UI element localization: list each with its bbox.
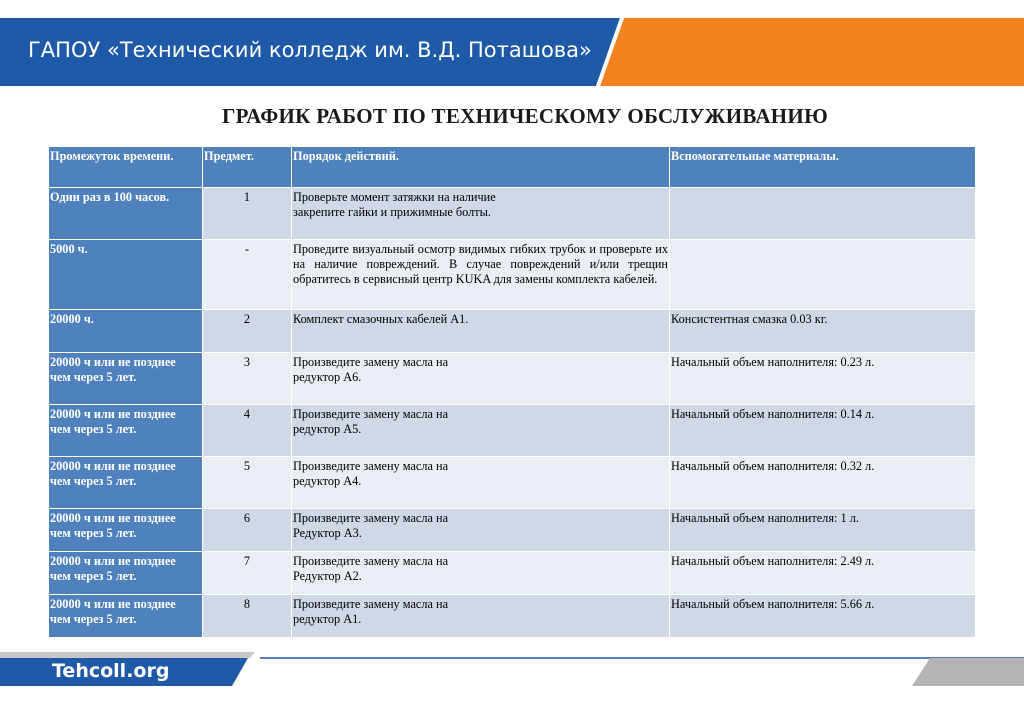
cell-item: 4 — [203, 405, 292, 457]
cell-item: 7 — [203, 552, 292, 595]
cell-item: 5 — [203, 457, 292, 509]
header-orange-band — [600, 18, 1024, 86]
cell-action: Произведите замену масла на Редуктор A3. — [292, 509, 670, 552]
table-row — [49, 405, 976, 457]
footer-site-name: Tehcoll.org — [52, 660, 170, 682]
cell-action: Произведите замену масла на редуктор A6. — [292, 353, 670, 405]
cell-item: 2 — [203, 310, 292, 353]
page-title: ГРАФИК РАБОТ ПО ТЕХНИЧЕСКОМУ ОБСЛУЖИВАНИЮ — [221, 104, 829, 128]
maintenance-schedule-table — [48, 146, 976, 638]
cell-material: Начальный объем наполнителя: 2.49 л. — [670, 552, 976, 595]
cell-time: 20000 ч или не позднее чем через 5 лет. — [49, 509, 203, 552]
cell-action: Произведите замену масла на редуктор A1. — [292, 595, 670, 638]
cell-action: Произведите замену масла на Редуктор A2. — [292, 552, 670, 595]
cell-action: Проверьте момент затяжки на наличие закрепите гайки и прижимные болты. — [292, 188, 670, 240]
column-header-item: Предмет. — [203, 147, 292, 188]
table-row — [49, 353, 976, 405]
cell-material: Начальный объем наполнителя: 0.14 л. — [670, 405, 976, 457]
cell-material: Начальный объем наполнителя: 0.32 л. — [670, 457, 976, 509]
cell-time: 20000 ч или не позднее чем через 5 лет. — [49, 353, 203, 405]
table-row — [49, 310, 976, 353]
cell-material: Начальный объем наполнителя: 5.66 л. — [670, 595, 976, 638]
cell-time: 20000 ч или не позднее чем через 5 лет. — [49, 595, 203, 638]
table-row — [49, 595, 976, 638]
cell-item: 1 — [203, 188, 292, 240]
cell-time: 20000 ч или не позднее чем через 5 лет. — [49, 405, 203, 457]
header-title: ГАПОУ «Технический колледж им. В.Д. Поташова» — [28, 38, 592, 62]
column-header-time: Промежуток времени. — [49, 147, 203, 188]
table-row — [49, 240, 976, 310]
cell-time: 20000 ч или не позднее чем через 5 лет. — [49, 552, 203, 595]
cell-item: - — [203, 240, 292, 310]
cell-action: Проведите визуальный осмотр видимых гибких трубок и проверьте их на наличие повреждений. В случае повреждений и/или трещин обратитесь в сервисный центр KUKA для замены комплекта кабелей. — [292, 240, 670, 310]
header-banner — [0, 0, 1024, 100]
cell-action: Комплект смазочных кабелей A1. — [292, 310, 670, 353]
cell-time: 20000 ч. — [49, 310, 203, 353]
cell-time: 5000 ч. — [49, 240, 203, 310]
column-header-action: Порядок действий. — [292, 147, 670, 188]
cell-action: Произведите замену масла на редуктор A5. — [292, 405, 670, 457]
column-header-material: Вспомогательные материалы. — [670, 147, 976, 188]
cell-time: 20000 ч или не позднее чем через 5 лет. — [49, 457, 203, 509]
cell-material: Начальный объем наполнителя: 0.23 л. — [670, 353, 976, 405]
cell-time: Один раз в 100 часов. — [49, 188, 203, 240]
cell-material: Начальный объем наполнителя: 1 л. — [670, 509, 976, 552]
cell-item: 3 — [203, 353, 292, 405]
cell-action: Произведите замену масла на редуктор A4. — [292, 457, 670, 509]
table-row — [49, 188, 976, 240]
cell-material — [670, 188, 976, 240]
footer-gray-stripe-left — [0, 652, 255, 658]
table-row — [49, 457, 976, 509]
footer — [0, 648, 1024, 712]
table-header-row — [49, 147, 976, 188]
cell-material — [670, 240, 976, 310]
table-row — [49, 552, 976, 595]
footer-gray-block-right — [912, 658, 1024, 686]
cell-item: 6 — [203, 509, 292, 552]
cell-material: Консистентная смазка 0.03 кг. — [670, 310, 976, 353]
table-row — [49, 509, 976, 552]
cell-item: 8 — [203, 595, 292, 638]
